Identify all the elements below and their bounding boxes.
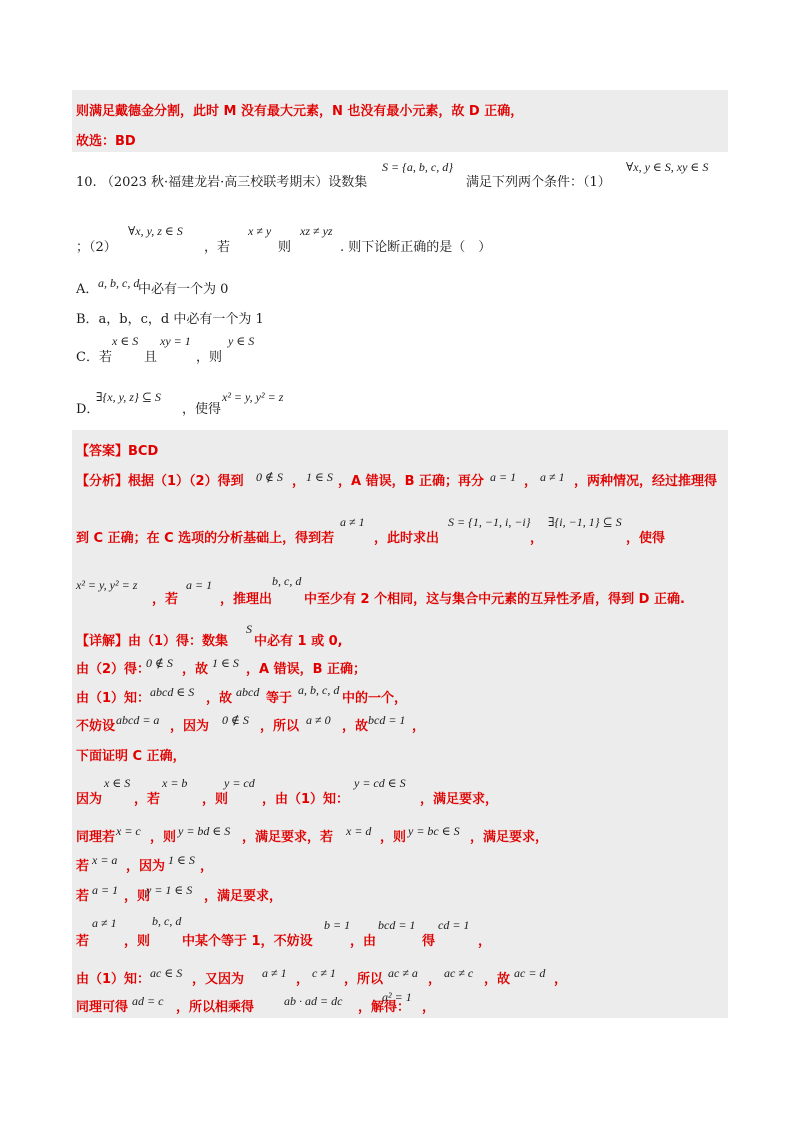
detail-r11-a: 由（1）知：: [76, 972, 151, 987]
option-c-math-3: y ∈ S: [228, 334, 255, 348]
condition-1: ∀x, y ∈ S, xy ∈ S: [626, 160, 709, 174]
option-a-text: 中必有一个为 0: [138, 282, 229, 297]
analysis-l3-a: ，若: [152, 592, 179, 607]
detail-r3-m2: abcd: [236, 685, 260, 699]
detail-r12-a: 同理可得: [76, 1000, 129, 1015]
analysis-l3-b: ，推理出: [220, 592, 273, 607]
detail-r11-m4: ac ≠ a: [388, 966, 418, 980]
option-a-math: a, b, c, d: [98, 276, 140, 290]
detail-r2-c: ，A 错误，B 正确；: [246, 662, 367, 677]
detail-r9-b: ，则: [124, 889, 151, 904]
detail-r4-a: 不妨设: [76, 719, 116, 734]
detail-r11-m5: ac ≠ c: [444, 966, 474, 980]
detail-r6-b: ，若: [134, 792, 161, 807]
detail-r1-m: S: [246, 622, 252, 636]
detail-r10-m3: b = 1: [324, 918, 351, 932]
detail-r6-m4: y = cd ∈ S: [354, 776, 406, 790]
detail-r6-m1: x ∈ S: [104, 776, 131, 790]
detail-r12-b: ，所以相乘得: [176, 1000, 255, 1015]
detail-r3-d: 中的一个，: [342, 691, 408, 706]
detail-r12-m1: ad = c: [132, 994, 164, 1008]
detail-r6-m3: y = cd: [224, 776, 255, 790]
option-c-then: ，则: [196, 350, 223, 365]
detail-r8-m1: x = a: [92, 853, 118, 867]
analysis-l3-m1: x² = y, y² = z: [76, 578, 138, 592]
detail-r8-c: ，: [200, 859, 214, 874]
detail-r11-f: ，故: [484, 972, 511, 987]
detail-r11-e: ，: [428, 972, 442, 987]
detail-r3-b: ，故: [206, 691, 233, 706]
detail-r4-m1: abcd = a: [116, 713, 160, 727]
detail-r8-a: 若: [76, 859, 90, 874]
option-c-and: 且: [144, 350, 158, 365]
analysis-l1-b: ，: [292, 474, 306, 489]
set-definition: S = {a, b, c, d}: [382, 160, 454, 174]
detail-r4-m4: bcd = 1: [368, 713, 406, 727]
option-d-mid: ，使得: [182, 402, 222, 417]
detail-r4-b: ，因为: [170, 719, 210, 734]
option-d-label: D．: [76, 402, 100, 417]
detail-r9-m1: a = 1: [92, 883, 119, 897]
detail-r10-e: 得: [422, 934, 436, 949]
condition-2-then: 则: [278, 240, 292, 255]
option-a-label: A．: [76, 282, 99, 297]
detail-r11-m6: ac = d: [514, 966, 546, 980]
analysis-l1-m1: 0 ∉ S: [256, 470, 283, 484]
option-c-math-1: x ∈ S: [112, 334, 139, 348]
detail-r11-m3: c ≠ 1: [312, 966, 336, 980]
option-b-text: B．a，b，c，d 中必有一个为 1: [76, 312, 264, 327]
detail-r6-e: ，满足要求，: [420, 792, 499, 807]
detail-r10-b: ，则: [124, 934, 151, 949]
detail-r9-a: 若: [76, 889, 90, 904]
detail-r10-m5: cd = 1: [438, 918, 470, 932]
detail-r10-c: 中某个等于 1，不妨设: [182, 934, 313, 949]
detail-r11-m1: ac ∈ S: [150, 966, 183, 980]
detail-r3-a: 由（1）知：: [76, 691, 151, 706]
detail-r3-m3: a, b, c, d: [298, 683, 340, 697]
detail-r3-m1: abcd ∈ S: [150, 685, 195, 699]
analysis-l2-a: 到 C 正确；在 C 选项的分析基础上，得到若: [76, 531, 335, 546]
detail-r3-c: 等于: [266, 691, 293, 706]
detail-r10-m2: b, c, d: [152, 914, 182, 928]
option-d-math-2: x² = y, y² = z: [222, 390, 284, 404]
detail-r12-m2: ab · ad = dc: [284, 994, 343, 1008]
analysis-l3-c: 中至少有 2 个相同，这与集合中元素的互异性矛盾，得到 D 正确.: [304, 592, 685, 607]
detail-r12-c: ，解得：: [358, 1000, 411, 1015]
detail-r7-m3: x = d: [346, 824, 372, 838]
detail-r2-b: ，故: [182, 662, 209, 677]
detail-r5: 下面证明 C 正确，: [76, 749, 186, 764]
analysis-l1-m3: a = 1: [490, 470, 517, 484]
detail-r12-m3: a² = 1: [382, 990, 412, 1004]
previous-solution-line1: 则满足戴德金分割，此时 M 没有最大元素，N 也没有最小元素，故 D 正确，: [76, 104, 524, 119]
condition-2-result: xz ≠ yz: [300, 224, 333, 238]
detail-r7-d: ，则: [380, 830, 407, 845]
analysis-l2-m3: ∃{i, −1, 1} ⊆ S: [548, 515, 622, 529]
question-header: [76, 171, 367, 190]
detail-r4-m3: a ≠ 0: [306, 713, 331, 727]
detail-r11-m2: a ≠ 1: [262, 966, 287, 980]
detail-r10-m4: bcd = 1: [378, 918, 416, 932]
option-c-label: C．若: [76, 350, 112, 365]
detail-r7-m1: x = c: [116, 824, 141, 838]
analysis-l2-b: ，此时求出: [374, 531, 440, 546]
detail-r10-a: 若: [76, 934, 90, 949]
detail-r6-a: 因为: [76, 792, 103, 807]
detail-r11-g: ，: [554, 972, 568, 987]
condition-intro: 满足下列两个条件：（1）: [466, 175, 611, 190]
analysis-l2-c: ，: [530, 531, 544, 546]
detail-r4-c: ，所以: [260, 719, 300, 734]
previous-solution-line2: 故选：BD: [76, 134, 136, 149]
detail-r4-m2: 0 ∉ S: [222, 713, 249, 727]
detail-r6-d: ，由（1）知：: [262, 792, 350, 807]
detail-r11-c: ，: [296, 972, 310, 987]
detail-r7-e: ，满足要求，: [470, 830, 549, 845]
detail-r7-c: ，满足要求，若: [242, 830, 334, 845]
detail-r7-m4: y = bc ∈ S: [408, 824, 460, 838]
detail-r10-f: ，: [478, 934, 492, 949]
question-source: （2023 秋·福建龙岩·高三校联考期末）设数集: [100, 175, 368, 190]
detail-r7-a: 同理若: [76, 830, 116, 845]
detail-r9-m2: y = 1 ∈ S: [146, 883, 193, 897]
condition-2-tail: . 则下论断正确的是（ ）: [340, 240, 492, 255]
detail-r1-a: 【详解】由（1）得：数集: [76, 634, 229, 649]
condition-2-math: ∀x, y, z ∈ S: [128, 224, 183, 238]
detail-r12-d: ，: [422, 1000, 436, 1015]
detail-r11-d: ，所以: [344, 972, 384, 987]
detail-r10-m1: a ≠ 1: [92, 916, 117, 930]
analysis-l1-e: ，两种情况，经过推理得: [574, 474, 718, 489]
detail-r7-m2: y = bd ∈ S: [178, 824, 231, 838]
detail-r1-b: 中必有 1 或 0,: [254, 634, 343, 649]
detail-r4-d: ，故: [342, 719, 369, 734]
detail-r9-c: ，满足要求，: [204, 889, 283, 904]
detail-r4-e: ，: [412, 719, 426, 734]
detail-r8-b: ，因为: [126, 859, 166, 874]
analysis-l3-m2: a = 1: [186, 578, 213, 592]
option-c-math-2: xy = 1: [160, 334, 191, 348]
analysis-l1-c: ，A 错误，B 正确；再分: [338, 474, 485, 489]
condition-2-if: ，若: [204, 240, 231, 255]
analysis-l2-m2: S = {1, −1, i, −i}: [448, 515, 531, 529]
detail-r2-a: 由（2）得：: [76, 662, 151, 677]
detail-r6-c: ，则: [202, 792, 229, 807]
analysis-l3-m3: b, c, d: [272, 574, 302, 588]
analysis-l2-m1: a ≠ 1: [340, 515, 365, 529]
detail-r7-b: ，则: [150, 830, 177, 845]
detail-r2-m1: 0 ∉ S: [146, 656, 173, 670]
detail-r2-m2: 1 ∈ S: [212, 656, 239, 670]
analysis-l1-m4: a ≠ 1: [540, 470, 565, 484]
detail-r8-m2: 1 ∈ S: [168, 853, 195, 867]
analysis-l1-m2: 1 ∈ S: [306, 470, 333, 484]
detail-r6-m2: x = b: [162, 776, 188, 790]
analysis-l1-a: 【分析】根据（1）（2）得到: [76, 474, 244, 489]
condition-2-prefix: ；（2）: [76, 240, 117, 255]
answer-label: 【答案】BCD: [76, 444, 159, 459]
analysis-l2-d: ，使得: [626, 531, 666, 546]
detail-r10-d: ，由: [350, 934, 377, 949]
detail-r11-b: ，又因为: [192, 972, 245, 987]
condition-2-neq: x ≠ y: [248, 224, 272, 238]
question-number: 10.: [76, 175, 97, 190]
analysis-l1-d: ，: [524, 474, 538, 489]
option-d-math-1: ∃{x, y, z} ⊆ S: [96, 390, 161, 404]
